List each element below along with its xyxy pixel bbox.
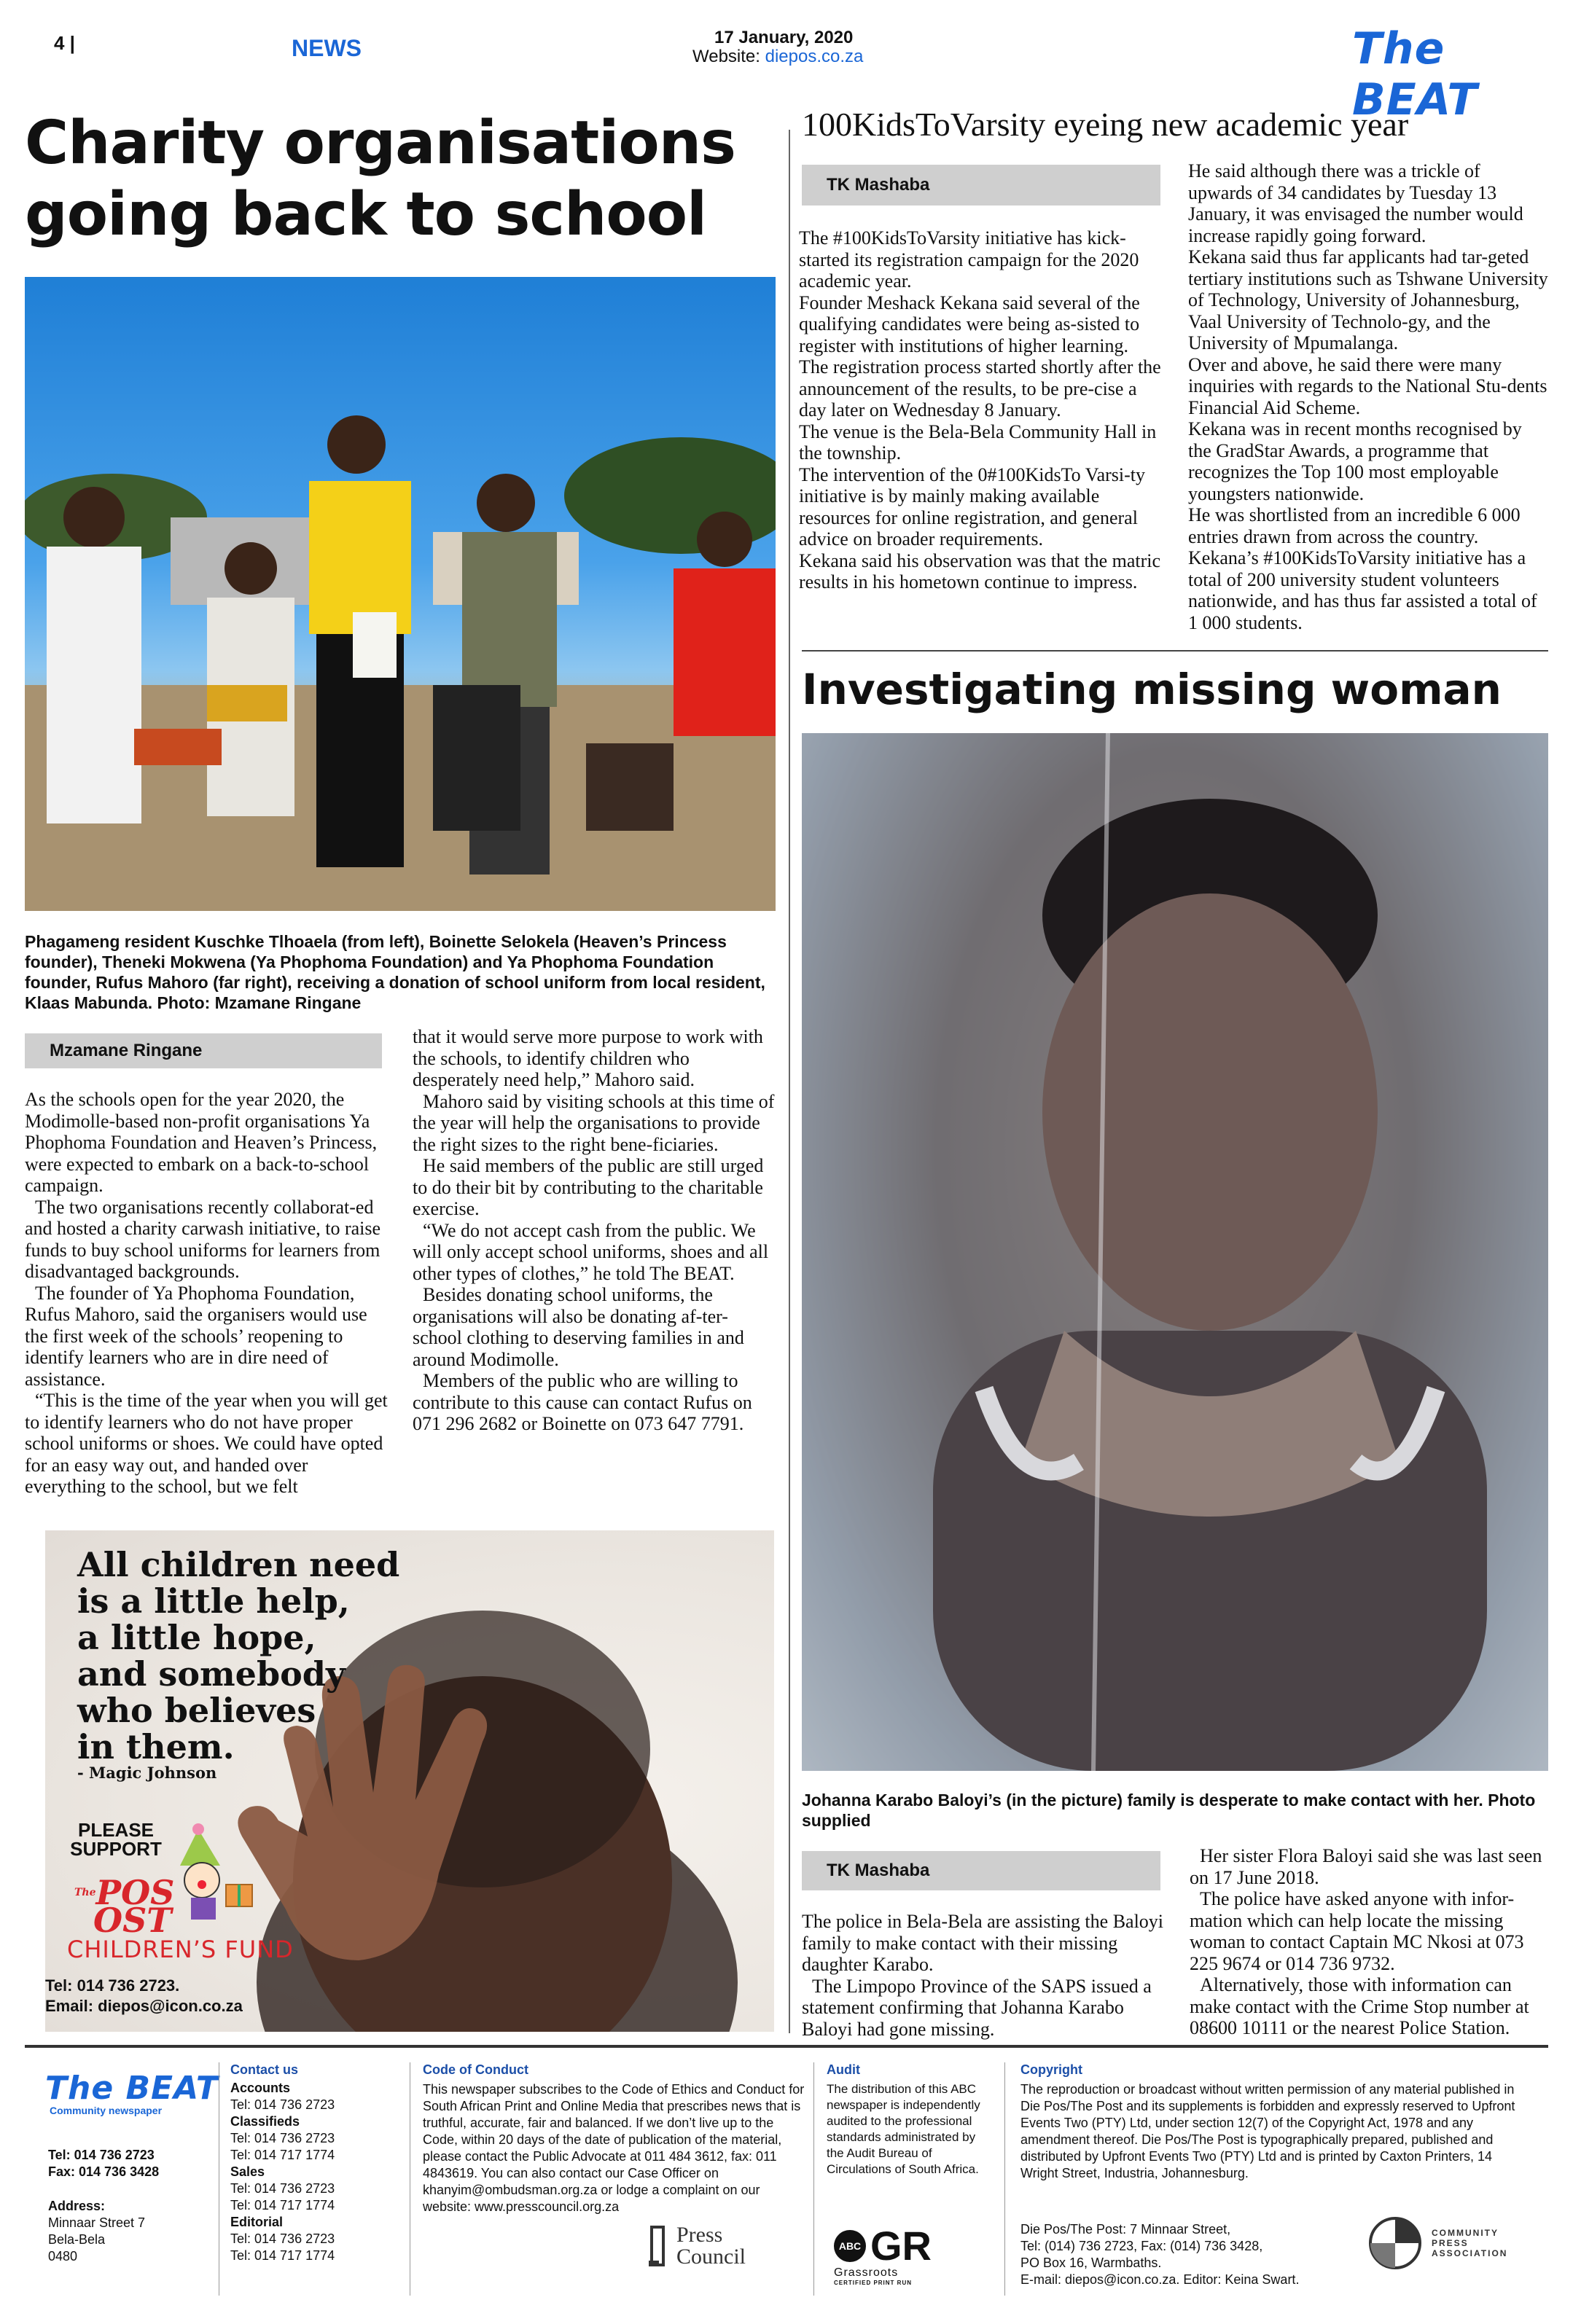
charity-headline-line2: going back to school bbox=[25, 180, 707, 249]
paragraph: He said although there was a trickle of upwards of 34 candidates by Tuesday 13 January, it was envisaged the number would increase rapidly going forward. bbox=[1188, 160, 1523, 246]
gr-mark: GR bbox=[870, 2223, 932, 2269]
abc-grassroots-logo bbox=[834, 2223, 958, 2286]
paragraph: Kekana’s #100KidsToVarsity initiative has a total of 200 university student volunteers nationwide, and has thus far assisted a total of 1 000 students. bbox=[1188, 547, 1537, 633]
charity-col2 bbox=[413, 1026, 776, 1435]
paragraph: Alternatively, those with information can make contact with the Crime Stop number at 08600 10111 or the nearest Police Station. bbox=[1190, 1974, 1529, 2038]
people-illustration bbox=[25, 277, 776, 911]
paragraph: The intervention of the 0#100KidsTo Varsi-ty initiative is by mainly making available resources for online registration, and general advice on broader requirements. bbox=[799, 463, 1146, 549]
contact-phone: Tel: 014 736 2723 bbox=[230, 2231, 335, 2246]
contact-department: Editorial bbox=[230, 2215, 284, 2229]
kids-headline: 100KidsToVarsity eyeing new academic year bbox=[802, 106, 1409, 143]
paragraph: He was shortlisted from an incredible 6 000 entries drawn from across the country. bbox=[1188, 504, 1521, 547]
childrens-fund-ad bbox=[45, 1530, 774, 2032]
contact-phone: Tel: 014 736 2723 bbox=[230, 2097, 335, 2112]
quote-line: is a little help, bbox=[77, 1581, 350, 1621]
quote-line: a little hope, bbox=[77, 1618, 316, 1657]
paragraph: Kekana was in recent months recognised by the GradStar Awards, a programme that recognizes the Top 100 most employable youngsters nationwide. bbox=[1188, 418, 1522, 504]
paragraph: The registration process started shortly after the announcement of the results, to be pre-cise a day later on Wednesday 8 January. bbox=[799, 356, 1161, 420]
website bbox=[692, 47, 863, 67]
please-text: PLEASE bbox=[77, 1819, 155, 1841]
press-council-logo bbox=[649, 2224, 746, 2268]
footer-phone-block bbox=[48, 2147, 159, 2180]
footer bbox=[25, 2058, 1548, 2306]
contact-department: Accounts bbox=[230, 2081, 291, 2095]
code-heading: Code of Conduct bbox=[423, 2062, 528, 2077]
quote-line: All children need bbox=[77, 1545, 400, 1584]
paragraph: He said members of the public are still urged to do their bit by contributing to the charitable exercise. bbox=[413, 1155, 764, 1219]
post-line: PO Box 16, Warmbaths. bbox=[1020, 2255, 1162, 2270]
paragraph: Members of the public who are willing to contribute to this cause can contact Rufus on 071 296 2682 or Boinette on 073 647 7791. bbox=[413, 1370, 752, 1434]
footer-top-rule bbox=[25, 2045, 1548, 2048]
paragraph: “This is the time of the year when you will get to identify learners who do not have proper school uniforms or shoes. We could have opted for an easy way out, and handed over everything to the school, but we felt bbox=[25, 1390, 388, 1497]
press-council-icon bbox=[649, 2224, 671, 2268]
paragraph: Her sister Flora Baloyi said she was last seen on 17 June 2018. bbox=[1190, 1845, 1542, 1888]
contact-list bbox=[230, 2080, 335, 2264]
grassroots-text: Grassroots bbox=[834, 2266, 899, 2279]
footer-divider bbox=[813, 2062, 814, 2296]
charity-caption: Phagameng resident Kuschke Tlhoaela (from left), Boinette Selokela (Heaven’s Princess founder), Theneki Mokwena (Ya Phophoma Foundation) and Ya Phophoma Foundation founder, Rufus Mahoro (far right), receiving a donation of school uniform from local resident, Klaas Mabunda. Photo: Mzamane Ringane bbox=[25, 932, 765, 1012]
missing-caption: Johanna Karabo Baloyi’s (in the picture) family is desperate to make contact with her. Photo supplied bbox=[802, 1791, 1536, 1830]
paragraph: The founder of Ya Phophoma Foundation, Rufus Mahoro, said the organisers would use the first week of the schools’ reopening to identify learners who are in dire need of assistance. bbox=[25, 1282, 367, 1390]
paragraph: The venue is the Bela-Bela Community Hall in the township. bbox=[799, 420, 1157, 463]
audit-text: The distribution of this ABC newspaper is independently audited to the professional standards administrated by the Audit Bureau of Circulations of South Africa. bbox=[827, 2082, 980, 2176]
copyright-text: The reproduction or broadcast without written permission of any material published in Die Pos/The Post and its supplements is forbidden and expressly reserved to Upfront Events Two (PTY) Ltd, under section 12(7) of the Copyright Act, 1978 and any amendment thereof. Die Pos/The Post is typographically prepared, published and distributed by Upfront Events Two (PTY) Ltd and is printed by Caxton Printers, 14 Wright Street, Industria, Johannesburg. bbox=[1020, 2082, 1515, 2180]
community-press-logo bbox=[1366, 2214, 1507, 2272]
council-text: Council bbox=[676, 2245, 746, 2269]
footer-divider bbox=[1004, 2062, 1005, 2296]
logo-pos: POS bbox=[95, 1873, 175, 1912]
masthead-logo: The BEAT bbox=[1352, 23, 1478, 125]
footer-fax: Fax: 014 736 3428 bbox=[48, 2164, 160, 2179]
ad-email[interactable]: Email: diepos@icon.co.za bbox=[45, 1997, 243, 2015]
kids-col1 bbox=[799, 227, 1166, 593]
support-text: SUPPORT bbox=[70, 1838, 162, 1860]
clown-mascot-icon bbox=[169, 1822, 264, 1924]
footer-logo-sub: Community newspaper bbox=[50, 2105, 163, 2116]
copyright-heading: Copyright bbox=[1020, 2062, 1082, 2077]
contact-department: Sales bbox=[230, 2164, 265, 2179]
charity-byline: Mzamane Ringane bbox=[25, 1033, 382, 1068]
paragraph: As the schools open for the year 2020, the Modimolle-based non-profit organisations Ya Phophoma Foundation and Heaven’s Princess, were expected to embark on a back-to-school campaign. bbox=[25, 1089, 378, 1196]
paragraph: Kekana said thus far applicants had tar-geted tertiary institutions such as Tshwane University of Technology, University of Johannesburg, Vaal University of Technolo-gy, and the University of Mpumalanga. bbox=[1188, 246, 1548, 353]
ad-tel: Tel: 014 736 2723. bbox=[45, 1976, 180, 1995]
ad-please-support bbox=[61, 1820, 171, 1858]
page-number: 4 | bbox=[54, 32, 75, 54]
kids-col2 bbox=[1188, 160, 1548, 633]
post-line: Tel: (014) 736 2723, Fax: (014) 736 3428, bbox=[1020, 2239, 1263, 2253]
press-text: Press bbox=[676, 2223, 723, 2247]
missing-byline: TK Mashaba bbox=[802, 1851, 1160, 1890]
cpa-icon bbox=[1366, 2214, 1424, 2272]
missing-photo bbox=[802, 733, 1548, 1771]
contact-phone: Tel: 014 717 1774 bbox=[230, 2198, 335, 2213]
website-link[interactable]: diepos.co.za bbox=[765, 47, 864, 66]
cpa-line: PRESS bbox=[1432, 2238, 1469, 2248]
post-contact bbox=[1020, 2221, 1400, 2288]
ad-attribution: - Magic Johnson bbox=[77, 1764, 217, 1782]
paragraph: Founder Meshack Kekana said several of the qualifying candidates were being as-sisted to register with institutions of higher learning. bbox=[799, 292, 1140, 356]
kids-byline: TK Mashaba bbox=[802, 165, 1160, 206]
address-line: Bela-Bela bbox=[48, 2232, 106, 2247]
contact-phone: Tel: 014 717 1774 bbox=[230, 2148, 335, 2162]
post-line: Die Pos/The Post: 7 Minnaar Street, bbox=[1020, 2222, 1231, 2237]
missing-col1 bbox=[802, 1911, 1166, 2040]
contact-phone: Tel: 014 717 1774 bbox=[230, 2248, 335, 2263]
charity-col1 bbox=[25, 1089, 389, 1498]
paragraph: Over and above, he said there were many inquiries with regards to the National Stu-dents Financial Aid Scheme. bbox=[1188, 353, 1547, 418]
missing-headline: Investigating missing woman bbox=[802, 665, 1502, 714]
section-divider bbox=[802, 650, 1548, 652]
quote-line: and somebody bbox=[77, 1654, 346, 1694]
address-line: 0480 bbox=[48, 2249, 78, 2264]
cpa-line: ASSOCIATION bbox=[1432, 2248, 1508, 2258]
paragraph: The police have asked anyone with infor-mation which can help locate the missing woman to contact Captain MC Nkosi at 073 225 9674 or 014 736 9732. bbox=[1190, 1888, 1524, 1974]
paragraph: Besides donating school uniforms, the organisations will also be donating af-ter-school clothing to deserving families in and around Modimolle. bbox=[413, 1284, 744, 1370]
missing-col2 bbox=[1190, 1845, 1548, 2039]
paragraph: The two organisations recently collaborat-ed and hosted a charity carwash initiative, to raise funds to buy school uniforms for learners from disadvantaged backgrounds. bbox=[25, 1196, 381, 1282]
footer-logo: The BEAT bbox=[45, 2070, 219, 2107]
abc-badge: ABC bbox=[834, 2230, 866, 2262]
contact-phone: Tel: 014 736 2723 bbox=[230, 2181, 335, 2196]
charity-photo bbox=[25, 277, 776, 911]
logo-ost: OST bbox=[93, 1901, 172, 1940]
footer-tel: Tel: 014 736 2723 bbox=[48, 2148, 155, 2162]
paragraph: The police in Bela-Bela are assisting the Baloyi family to make contact with their missing daughter Karabo. bbox=[802, 1911, 1164, 1975]
paragraph: Kekana said his observation was that the matric results in his hometown continue to impress. bbox=[799, 549, 1161, 592]
section-label: NEWS bbox=[292, 35, 362, 61]
certified-text: CERTIFIED PRINT RUN bbox=[834, 2280, 912, 2286]
address-label: Address: bbox=[48, 2199, 106, 2213]
charity-headline-line1: Charity organisations bbox=[25, 109, 735, 178]
ad-quote bbox=[77, 1546, 399, 1765]
contact-department: Classifieds bbox=[230, 2114, 300, 2129]
cpa-line: COMMUNITY bbox=[1432, 2228, 1499, 2238]
paragraph: The Limpopo Province of the SAPS issued a statement confirming that Johanna Karabo Baloyi had gone missing. bbox=[802, 1975, 1152, 2040]
paragraph: “We do not accept cash from the public. We will only accept school uniforms, shoes and all other types of clothes,” he told The BEAT. bbox=[413, 1219, 769, 1284]
issue-date: 17 January, 2020 bbox=[714, 28, 854, 47]
fund-name: CHILDREN’S FUND bbox=[67, 1936, 294, 1963]
post-line: E-mail: diepos@icon.co.za. Editor: Keina Swart. bbox=[1020, 2272, 1300, 2287]
footer-brand bbox=[45, 2070, 219, 2116]
address-line: Minnaar Street 7 bbox=[48, 2215, 146, 2230]
contact-phone: Tel: 014 736 2723 bbox=[230, 2131, 335, 2145]
paragraph: that it would serve more purpose to work with the schools, to identify children who desperately need help,” Mahoro said. bbox=[413, 1026, 763, 1090]
quote-line: in them. bbox=[77, 1727, 235, 1767]
website-label: Website: bbox=[692, 47, 760, 66]
audit-heading: Audit bbox=[827, 2062, 860, 2077]
paragraph: The #100KidsToVarsity initiative has kick-started its registration campaign for the 2020 academic year. bbox=[799, 227, 1139, 292]
press-council-text bbox=[676, 2224, 746, 2268]
paragraph: Mahoro said by visiting schools at this time of the year will help the organisations to provide the right sizes to the right bene-ficiaries. bbox=[413, 1090, 775, 1155]
footer-address bbox=[48, 2198, 145, 2265]
contact-heading: Contact us bbox=[230, 2062, 299, 2077]
cpa-text bbox=[1432, 2228, 1507, 2258]
charity-headline bbox=[25, 108, 735, 251]
portrait-illustration bbox=[802, 733, 1548, 1771]
logo-the: The bbox=[74, 1887, 96, 1898]
column-divider bbox=[789, 130, 790, 2033]
code-text: This newspaper subscribes to the Code of Ethics and Conduct for South African Print and Online Media that prescribes news that is truthful, accurate, fair and balanced. If we don’t live up to the Code, within 20 days of the date of publication of the material, please contact the Public Advocate at 011 484 3612, fax: 011 4843619. You can also contact our Case Officer on khanyim@ombudsman.org.za or lodge a complaint on our website: www.presscouncil.org.za bbox=[423, 2082, 805, 2214]
quote-line: who believes bbox=[77, 1691, 316, 1730]
